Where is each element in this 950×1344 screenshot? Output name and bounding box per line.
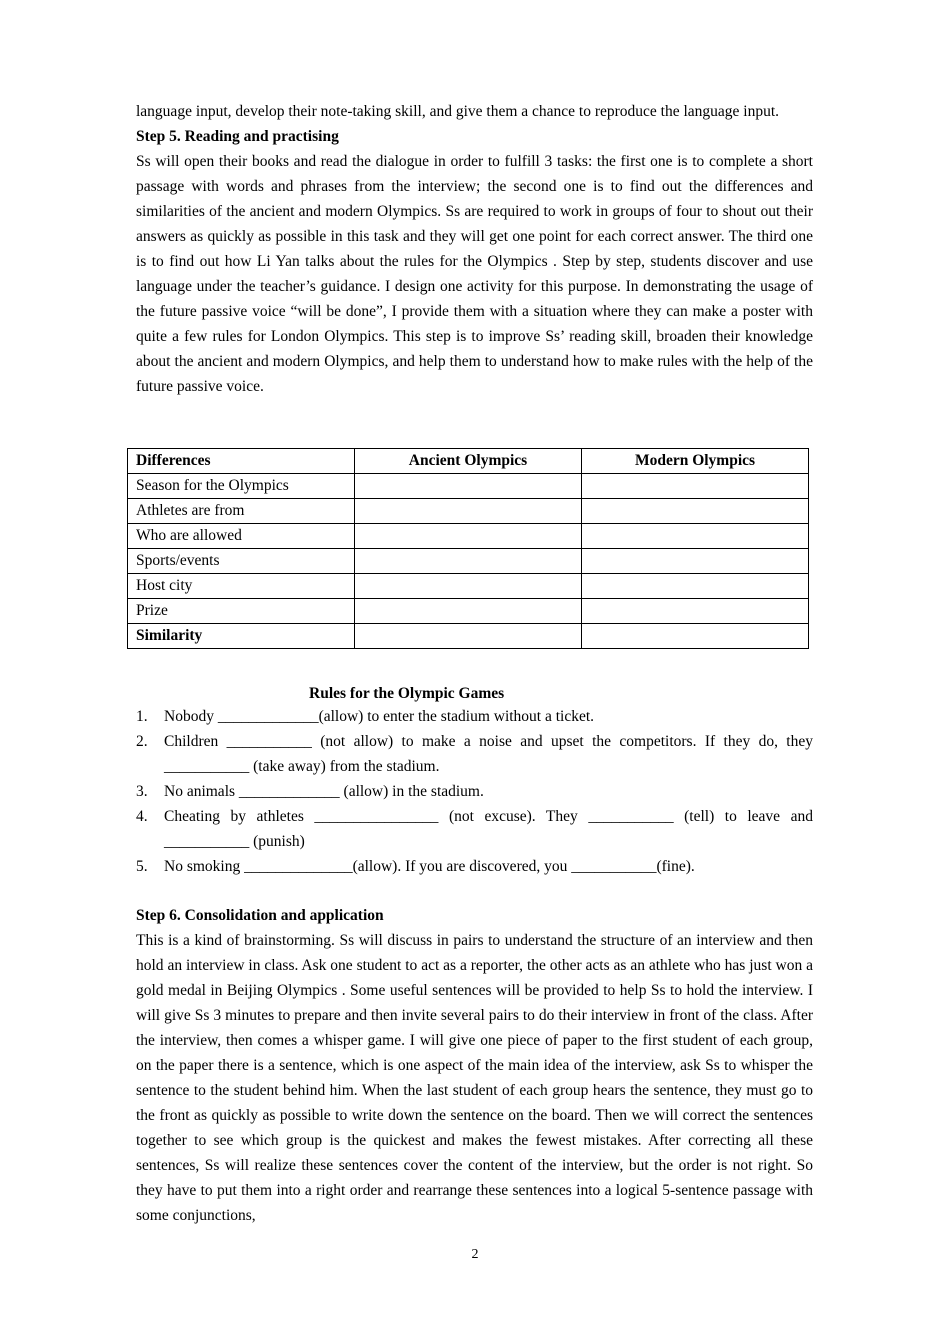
table-row bbox=[128, 599, 809, 624]
list-text: No smoking ______________(allow). If you are discovered, you ___________(fine). bbox=[164, 858, 695, 875]
ancient-cell[interactable] bbox=[355, 624, 582, 649]
list-number: 1. bbox=[136, 708, 148, 725]
list-item bbox=[136, 729, 813, 779]
ancient-cell[interactable] bbox=[355, 524, 582, 549]
differences-table bbox=[127, 448, 809, 649]
list-text: Nobody _____________(allow) to enter the stadium without a ticket. bbox=[164, 708, 595, 725]
step6-section bbox=[136, 903, 813, 1228]
row-label: Sports/events bbox=[128, 549, 355, 574]
list-text: No animals _____________ (allow) in the stadium. bbox=[164, 783, 484, 800]
list-item bbox=[136, 704, 813, 729]
modern-cell[interactable] bbox=[582, 549, 809, 574]
modern-cell[interactable] bbox=[582, 499, 809, 524]
modern-cell[interactable] bbox=[582, 474, 809, 499]
rules-list bbox=[136, 704, 813, 879]
ancient-cell[interactable] bbox=[355, 574, 582, 599]
row-label: Host city bbox=[128, 574, 355, 599]
row-label: Season for the Olympics bbox=[128, 474, 355, 499]
header-ancient: Ancient Olympics bbox=[355, 449, 582, 474]
modern-cell[interactable] bbox=[582, 624, 809, 649]
list-number: 3. bbox=[136, 783, 148, 800]
list-text: Children ___________ (not allow) to make a noise and upset the competitors. If they do, they ___________ (take away) from the stadium. bbox=[164, 733, 813, 775]
list-item bbox=[136, 779, 813, 804]
table-row-similarity bbox=[128, 624, 809, 649]
ancient-cell[interactable] bbox=[355, 499, 582, 524]
rules-title: Rules for the Olympic Games bbox=[309, 685, 505, 702]
list-number: 2. bbox=[136, 733, 148, 750]
list-text: Cheating by athletes ________________ (not excuse). They ___________ (tell) to leave and ___________ (punish) bbox=[164, 808, 813, 850]
modern-cell[interactable] bbox=[582, 599, 809, 624]
modern-cell[interactable] bbox=[582, 574, 809, 599]
ancient-cell[interactable] bbox=[355, 549, 582, 574]
table-row bbox=[128, 549, 809, 574]
table-header-row bbox=[128, 449, 809, 474]
step5-paragraph: Ss will open their books and read the dialogue in order to fulfill 3 tasks: the first one is to complete a short passage with words and phrases from the interview; the second one is to find out the differences and similarities of the ancient and modern Olympics. Ss are required to work in groups of four to shout out their answers as quickly as possible in this task and they will get one point for each correct answer. The third one is to find out how Li Yan talks about the rules for the Olympics . Step by step, students discover and use language under the teacher’s guidance. I design one activity for this purpose. In demonstrating the usage of the future passive voice “will be done”, I provide them with a situation where they can make a poster with quite a few rules for London Olympics. This step is to improve Ss’ reading skill, broaden their knowledge about the ancient and modern Olympics, and help them to understand how to make rules with the help of the future passive voice. bbox=[136, 153, 813, 395]
table-row bbox=[128, 499, 809, 524]
table-row bbox=[128, 474, 809, 499]
list-number: 5. bbox=[136, 858, 148, 875]
row-label-similarity: Similarity bbox=[128, 624, 355, 649]
ancient-cell[interactable] bbox=[355, 474, 582, 499]
ancient-cell[interactable] bbox=[355, 599, 582, 624]
step6-paragraph: This is a kind of brainstorming. Ss will discuss in pairs to understand the structure of an interview and then hold an interview in class. Ask one student to act as a reporter, the other acts as an athlete who has just won a gold medal in Beijing Olympics . Some useful sentences will be provided to help Ss to hold the interview. I will give Ss 3 minutes to prepare and then invite several pairs to do their interview in front of the class. After the interview, then comes a whisper game. I will give one piece of paper to the first student of each group, on the paper there is a sentence, which is one aspect of the main idea of the interview, ask Ss to whisper the sentence to the student behind him. When the last student of each group hears the sentence, they must go to the front as quickly as possible to write down the sentence on the board. Then we will correct the sentences together to see which group is the quickest and makes the fewest mistakes. After correcting all these sentences, Ss will realize these sentences cover the content of the interview, but the order is not right. So they have to put them into a right order and rearrange these sentences into a logical 5-sentence passage with some conjunctions, bbox=[136, 932, 813, 1224]
row-label: Athletes are from bbox=[128, 499, 355, 524]
step6-heading: Step 6. Consolidation and application bbox=[136, 907, 384, 924]
table-row bbox=[128, 524, 809, 549]
page-number: 2 bbox=[471, 1247, 479, 1262]
list-item bbox=[136, 854, 813, 879]
list-item bbox=[136, 804, 813, 854]
row-label: Prize bbox=[128, 599, 355, 624]
modern-cell[interactable] bbox=[582, 524, 809, 549]
step5-heading: Step 5. Reading and practising bbox=[136, 128, 339, 145]
page-top-section bbox=[136, 99, 813, 399]
table-row bbox=[128, 574, 809, 599]
header-modern: Modern Olympics bbox=[582, 449, 809, 474]
header-differences: Differences bbox=[128, 449, 355, 474]
intro-paragraph: language input, develop their note-taking skill, and give them a chance to reproduce the language input. bbox=[136, 103, 780, 120]
list-number: 4. bbox=[136, 808, 148, 825]
row-label: Who are allowed bbox=[128, 524, 355, 549]
